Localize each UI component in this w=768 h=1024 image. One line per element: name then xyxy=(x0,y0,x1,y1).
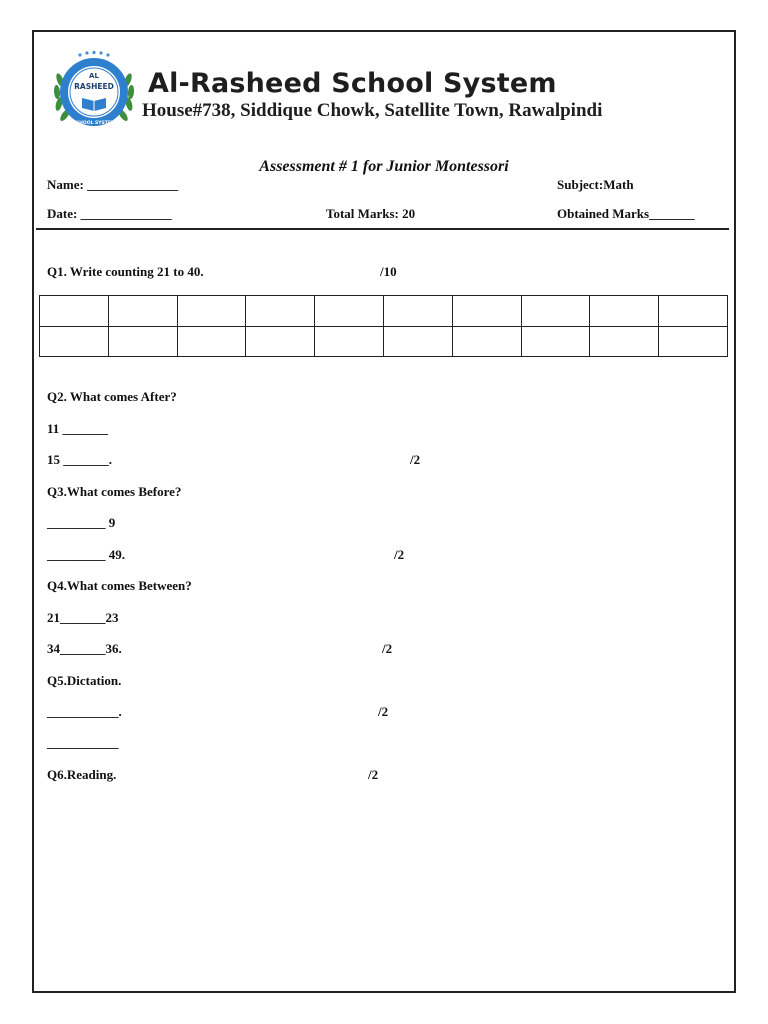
grid-cell[interactable] xyxy=(383,326,452,357)
grid-row xyxy=(40,296,728,327)
q5-line2[interactable]: ___________ xyxy=(47,735,119,750)
total-marks: Total Marks: 20 xyxy=(326,206,416,221)
q5-text: Q5.Dictation. xyxy=(47,673,122,688)
q6-marks: /2 xyxy=(368,767,379,782)
q4-line1[interactable]: 21_______23 xyxy=(47,610,119,625)
grid-cell[interactable] xyxy=(659,296,728,327)
logo-text-bottom: SCHOOL SYSTEM xyxy=(72,121,116,126)
q4-text: Q4.What comes Between? xyxy=(47,578,192,593)
header-divider xyxy=(36,228,729,230)
q2-text: Q2. What comes After? xyxy=(47,389,177,404)
q4-line2[interactable]: 34_______36. xyxy=(47,641,122,656)
grid-cell[interactable] xyxy=(521,296,590,327)
q2-marks: /2 xyxy=(410,452,421,467)
name-field[interactable]: Name: ______________ xyxy=(47,177,179,192)
grid-cell[interactable] xyxy=(315,296,384,327)
logo-text-top: AL xyxy=(89,72,99,80)
grid-cell[interactable] xyxy=(659,326,728,357)
grid-cell[interactable] xyxy=(108,326,177,357)
q1-marks: /10 xyxy=(380,264,397,279)
school-name: Al-Rasheed School System xyxy=(148,68,557,99)
grid-cell[interactable] xyxy=(315,326,384,357)
q6-text: Q6.Reading. xyxy=(47,767,117,782)
q3-line2[interactable]: _________ 49. xyxy=(47,547,125,562)
grid-cell[interactable] xyxy=(383,296,452,327)
q3-marks: /2 xyxy=(394,547,405,562)
q3-text: Q3.What comes Before? xyxy=(47,484,182,499)
subject-label: Subject:Math xyxy=(557,177,634,192)
grid-cell[interactable] xyxy=(177,326,246,357)
grid-cell[interactable] xyxy=(40,326,109,357)
q5-marks: /2 xyxy=(378,704,389,719)
q5-line1[interactable]: ___________. xyxy=(47,704,122,719)
grid-cell[interactable] xyxy=(452,296,521,327)
q1-text: Q1. Write counting 21 to 40. xyxy=(47,264,204,279)
grid-cell[interactable] xyxy=(246,296,315,327)
assessment-title: Assessment # 1 for Junior Montessori xyxy=(259,158,509,175)
school-address: House#738, Siddique Chowk, Satellite Town, Rawalpindi xyxy=(142,100,603,121)
grid-cell[interactable] xyxy=(590,296,659,327)
grid-cell[interactable] xyxy=(177,296,246,327)
grid-row xyxy=(40,326,728,357)
q4-marks: /2 xyxy=(382,641,393,656)
q2-line1[interactable]: 11 _______ xyxy=(47,421,109,436)
grid-cell[interactable] xyxy=(521,326,590,357)
obtained-marks-field[interactable]: Obtained Marks_______ xyxy=(557,206,695,221)
grid-cell[interactable] xyxy=(452,326,521,357)
q3-line1[interactable]: _________ 9 xyxy=(47,515,116,530)
grid-cell[interactable] xyxy=(246,326,315,357)
q2-line2[interactable]: 15 _______. xyxy=(47,452,112,467)
grid-cell[interactable] xyxy=(590,326,659,357)
date-field[interactable]: Date: ______________ xyxy=(47,206,172,221)
grid-cell[interactable] xyxy=(108,296,177,327)
logo-text-middle: RASHEED xyxy=(74,82,114,91)
school-logo xyxy=(50,50,138,130)
grid-cell[interactable] xyxy=(40,296,109,327)
counting-grid xyxy=(39,295,728,357)
